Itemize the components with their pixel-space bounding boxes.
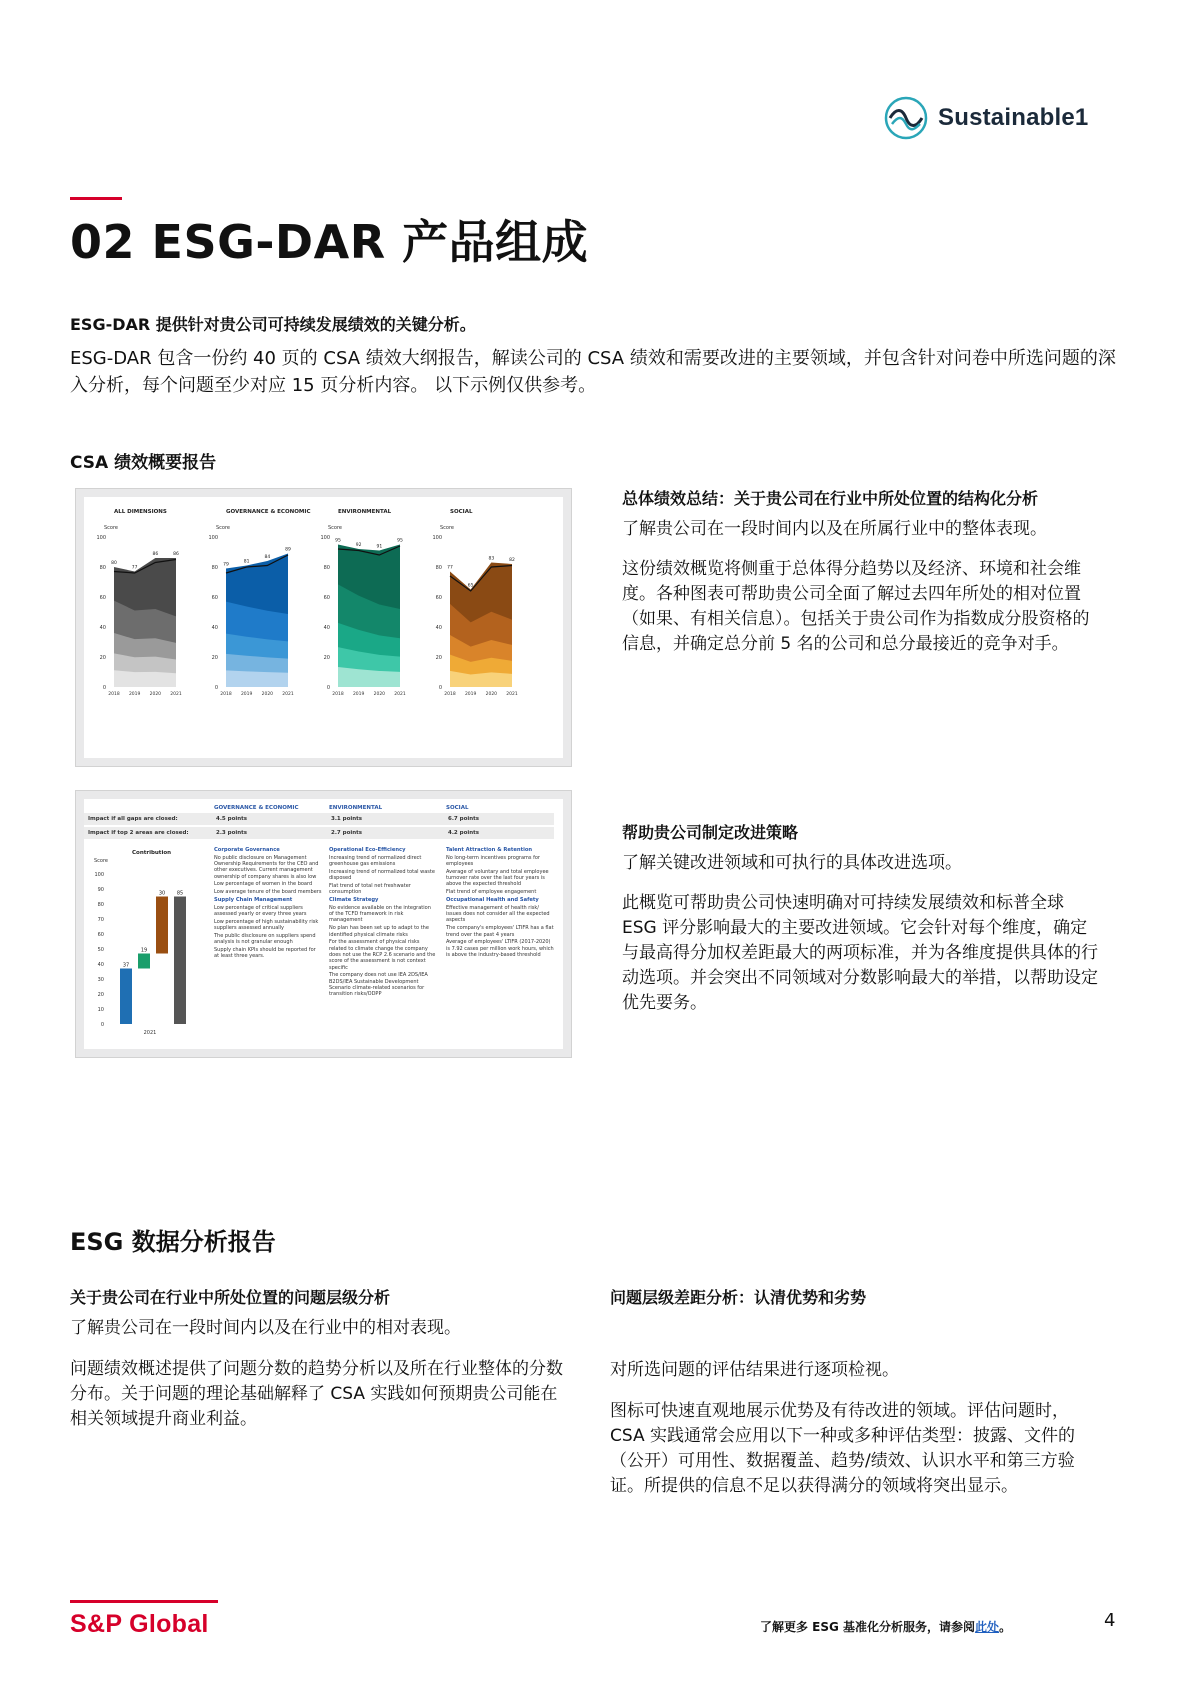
- data-label: 65: [467, 583, 474, 589]
- improvement-strategy-heading: 帮助贵公司制定改进策略: [622, 823, 799, 842]
- gap-analysis-paragraph: 图标可快速直观地展示优势及有待改进的领域。评估问题时，CSA 实践通常会应用以下一种或多种评估类型：披露、文件的（公开）可用性、数据覆盖、趋势/绩效、认识水平和第三方验证。所提供的信息不足以获得满分的领域将突出显示。: [610, 1401, 1076, 1496]
- x-tick-label: 2020: [373, 692, 386, 697]
- question-level-analysis-block: [70, 1285, 570, 1432]
- improvement-strategy-paragraph: 此概览可帮助贵公司快速明确对可持续发展绩效和标普全球 ESG 评分影响最大的主要改进领域。它会针对每个维度，确定与最高得分加权差距最大的两项标准，并为各维度提供具体的行动选项。并会突出不同领域对分数影响最大的举措，以帮助设定优先要务。: [622, 893, 1098, 1013]
- improvement-figure: [75, 790, 572, 1058]
- data-label: 80: [111, 561, 117, 566]
- data-label: 95: [335, 538, 341, 544]
- x-tick-label: 2018: [332, 692, 344, 697]
- x-tick-label: 2019: [240, 692, 253, 697]
- y-tick-label: 100: [432, 535, 442, 541]
- footer-link[interactable]: 此处: [975, 1620, 1000, 1634]
- y-tick-label: 20: [97, 992, 104, 998]
- question-analysis-sub: 了解贵公司在一段时间内以及在行业中的相对表现。: [70, 1318, 461, 1338]
- y-tick-label: 60: [97, 932, 104, 938]
- data-label: 82: [509, 558, 515, 563]
- y-tick-label: 0: [102, 685, 106, 691]
- y-tick-label: 40: [323, 625, 330, 631]
- bar-label: 19: [140, 947, 148, 954]
- question-analysis-heading: 关于贵公司在行业中所处位置的问题层级分析: [70, 1288, 391, 1307]
- contribution-bar: [174, 897, 186, 1025]
- sustainable1-logo: [884, 92, 1114, 144]
- data-label: 89: [285, 547, 291, 553]
- data-label: 84: [264, 555, 271, 560]
- y-tick-label: 40: [435, 625, 442, 631]
- contribution-title: Contribution: [132, 850, 172, 856]
- logo-text: Sustainable1: [938, 104, 1089, 131]
- data-label: 95: [397, 538, 403, 544]
- x-tick-label: 2020: [149, 692, 162, 697]
- y-tick-label: 60: [435, 595, 442, 601]
- gap-analysis-sub: 对所选问题的评估结果进行逐项检视。: [610, 1360, 899, 1380]
- improvement-strategy-block: [622, 820, 1102, 1016]
- gov-gaps: Corporate Governance No public disclosure on Management Ownership Requirements for the CEO and other executives. Current management ownership of company shares is also low Low percentage of women in the board Low average tenure of the board members Supply Chain Management Low percentage of critical suppliers assessed yearly or every three years Low percentage of high sustainability risk suppliers assessed annually The public disclosure on suppliers spend analysis is not granular enough Supply chain KPIs should be reported for at least three years.: [214, 847, 322, 960]
- y-tick-label: 80: [97, 902, 104, 908]
- x-tick-label: 2021: [282, 692, 294, 697]
- bar-label: 37: [122, 962, 130, 969]
- soc-header: SOCIAL: [446, 805, 469, 811]
- x-tick-label: 2019: [128, 692, 141, 697]
- contribution-chart: [90, 844, 208, 1044]
- data-label: 83: [488, 556, 495, 562]
- y-tick-label: 100: [208, 535, 218, 541]
- y-tick-label: 40: [99, 625, 106, 631]
- x-tick-label: 2021: [170, 692, 182, 697]
- page-title: 02 ESG-DAR 产品组成: [70, 215, 589, 269]
- title-accent-rule: [70, 197, 122, 200]
- y-tick-label: 60: [323, 595, 330, 601]
- x-tick-label: 2019: [352, 692, 365, 697]
- score-label: Score: [216, 525, 231, 531]
- score-label: Score: [440, 525, 455, 531]
- y-tick-label: 30: [97, 977, 104, 983]
- y-tick-label: 0: [214, 685, 218, 691]
- y-tick-label: 60: [211, 595, 218, 601]
- x-tick-label: 2018: [220, 692, 232, 697]
- bar-label: 30: [158, 890, 166, 897]
- y-tick-label: 40: [97, 962, 104, 968]
- score-label: Score: [328, 525, 343, 531]
- y-tick-label: 10: [97, 1007, 104, 1013]
- x-tick-label: 2021: [394, 692, 406, 697]
- improvement-strategy-sub: 了解关键改进领域和可执行的具体改进选项。: [622, 853, 962, 873]
- sp-global-logo: S&P Global: [70, 1610, 209, 1638]
- x-tick-label: 2020: [485, 692, 498, 697]
- overall-summary-block: [622, 486, 1102, 657]
- area-band: [226, 670, 288, 687]
- overview-charts: [84, 497, 563, 758]
- data-label: 77: [447, 565, 453, 571]
- y-tick-label: 50: [97, 947, 104, 953]
- gap-analysis-block: [610, 1285, 1102, 1499]
- y-tick-label: 90: [97, 887, 104, 893]
- soc-gaps: Talent Attraction & Retention No long-term incentives programs for employees Average of voluntary and total employee turnover rate over the last four years is above the expected threshold Flat trend of employee engagement Occupational Health and Safety Effective management of health risk/ issues does not consider all the expected aspects The company's employees' LTIFR has a flat trend over the past 4 years Average of employees' LTIFR (2017-2020) is 7.92 cases per million work hours, which is above the industry-based threshold: [446, 847, 554, 958]
- impact-row-top2: Impact if top 2 areas are closed: 2.3 points 2.7 points 4.2 points: [84, 827, 554, 839]
- gap-analysis-heading: 问题层级差距分析：认清优势和劣势: [610, 1288, 867, 1307]
- y-tick-label: 80: [435, 565, 442, 571]
- x-tick-label: 2020: [261, 692, 274, 697]
- data-label: 91: [376, 544, 383, 550]
- y-tick-label: 80: [323, 565, 330, 571]
- chart-title: ENVIRONMENTAL: [338, 509, 392, 515]
- score-label: Score: [104, 525, 119, 531]
- x-tick-label: 2018: [444, 692, 456, 697]
- overall-summary-paragraph: 这份绩效概览将侧重于总体得分趋势以及经济、环境和社会维度。各种图表可帮助贵公司全面了解过去四年所处的相对位置（如果、有相关信息）。包括关于贵公司作为指数成分股资格的信息，并确定总分前 5 名的公司和总分最接近的竞争对手。: [622, 559, 1090, 654]
- y-tick-label: 0: [438, 685, 442, 691]
- contribution-bar: [156, 897, 168, 954]
- data-label: 79: [223, 562, 229, 568]
- y-tick-label: 60: [99, 595, 106, 601]
- env-gaps: Operational Eco-Efficiency Increasing trend of normalized direct greenhouse gas emissions Increasing trend of normalized total waste disposed Flat trend of total net freshwater consumption Climate Strategy No evidence available on the integration of the TCFD framework in risk management No plan has been set up to adapt to the identified physical climate risks For the assessment of physical risks related to climate change the company does not use the RCP 2.6 scenario and the score of the assessment is not context specific The company does not use IEA 2DS/IEA B2DS/IEA Sustainable Development Scenario climate-related scenarios for transition risks/ODPP: [329, 847, 436, 998]
- y-tick-label: 80: [211, 565, 218, 571]
- y-tick-label: 100: [320, 535, 330, 541]
- x-tick-label: 2021: [143, 1030, 157, 1036]
- gov-header: GOVERNANCE & ECONOMIC: [214, 805, 299, 811]
- chart-title: SOCIAL: [450, 509, 473, 515]
- x-tick-label: 2021: [506, 692, 518, 697]
- data-label: 77: [131, 565, 138, 571]
- impact-row-all: Impact if all gaps are closed: 4.5 points 3.1 points 6.7 points: [84, 813, 554, 825]
- data-label: 86: [173, 552, 179, 557]
- data-label: 81: [243, 559, 250, 565]
- chart-title: ALL DIMENSIONS: [114, 509, 167, 515]
- x-tick-label: 2019: [464, 692, 477, 697]
- intro-paragraph: ESG-DAR 包含一份约 40 页的 CSA 绩效大纲报告，解读公司的 CSA 绩效和需要改进的主要领域，并包含针对问卷中所选问题的深入分析，每个问题至少对应 15 页分析内容。 以下示例仅供参考。: [70, 348, 1116, 396]
- data-label: 92: [355, 543, 362, 548]
- data-label: 86: [152, 552, 159, 557]
- sustainable1-mark-icon: [884, 96, 928, 140]
- csa-section-heading: CSA 绩效概要报告: [70, 453, 217, 473]
- overall-summary-sub: 了解贵公司在一段时间内以及在所属行业中的整体表现。: [622, 519, 1047, 539]
- footer-note: 了解更多 ESG 基准化分析服务，请参阅此处。: [760, 1620, 1012, 1634]
- intro-lead: ESG-DAR 提供针对贵公司可持续发展绩效的关键分析。: [70, 315, 476, 334]
- env-header: ENVIRONMENTAL: [329, 805, 383, 811]
- y-tick-label: 20: [99, 655, 106, 661]
- footer-accent-rule: [70, 1600, 218, 1603]
- question-analysis-paragraph: 问题绩效概述提供了问题分数的趋势分析以及所在行业整体的分数分布。关于问题的理论基础解释了 CSA 实践如何预期贵公司能在相关领域提升商业利益。: [70, 1359, 563, 1429]
- y-tick-label: 100: [94, 872, 104, 878]
- page-number: 4: [1104, 1610, 1116, 1631]
- overall-summary-heading: 总体绩效总结：关于贵公司在行业中所处位置的结构化分析: [622, 489, 1039, 508]
- y-tick-label: 0: [100, 1022, 104, 1028]
- y-tick-label: 20: [211, 655, 218, 661]
- esg-section-heading: ESG 数据分析报告: [70, 1228, 276, 1256]
- y-tick-label: 20: [435, 655, 442, 661]
- y-tick-label: 0: [326, 685, 330, 691]
- area-band: [114, 670, 176, 687]
- y-tick-label: 70: [97, 917, 104, 923]
- score-label: Score: [94, 858, 109, 864]
- contribution-bar: [120, 969, 132, 1025]
- overview-figure: [75, 488, 572, 767]
- x-tick-label: 2018: [108, 692, 120, 697]
- y-tick-label: 80: [99, 565, 106, 571]
- y-tick-label: 40: [211, 625, 218, 631]
- contribution-bar: [138, 954, 150, 969]
- bar-label: 85: [176, 890, 184, 897]
- y-tick-label: 20: [323, 655, 330, 661]
- chart-title: GOVERNANCE & ECONOMIC: [226, 509, 311, 515]
- y-tick-label: 100: [96, 535, 106, 541]
